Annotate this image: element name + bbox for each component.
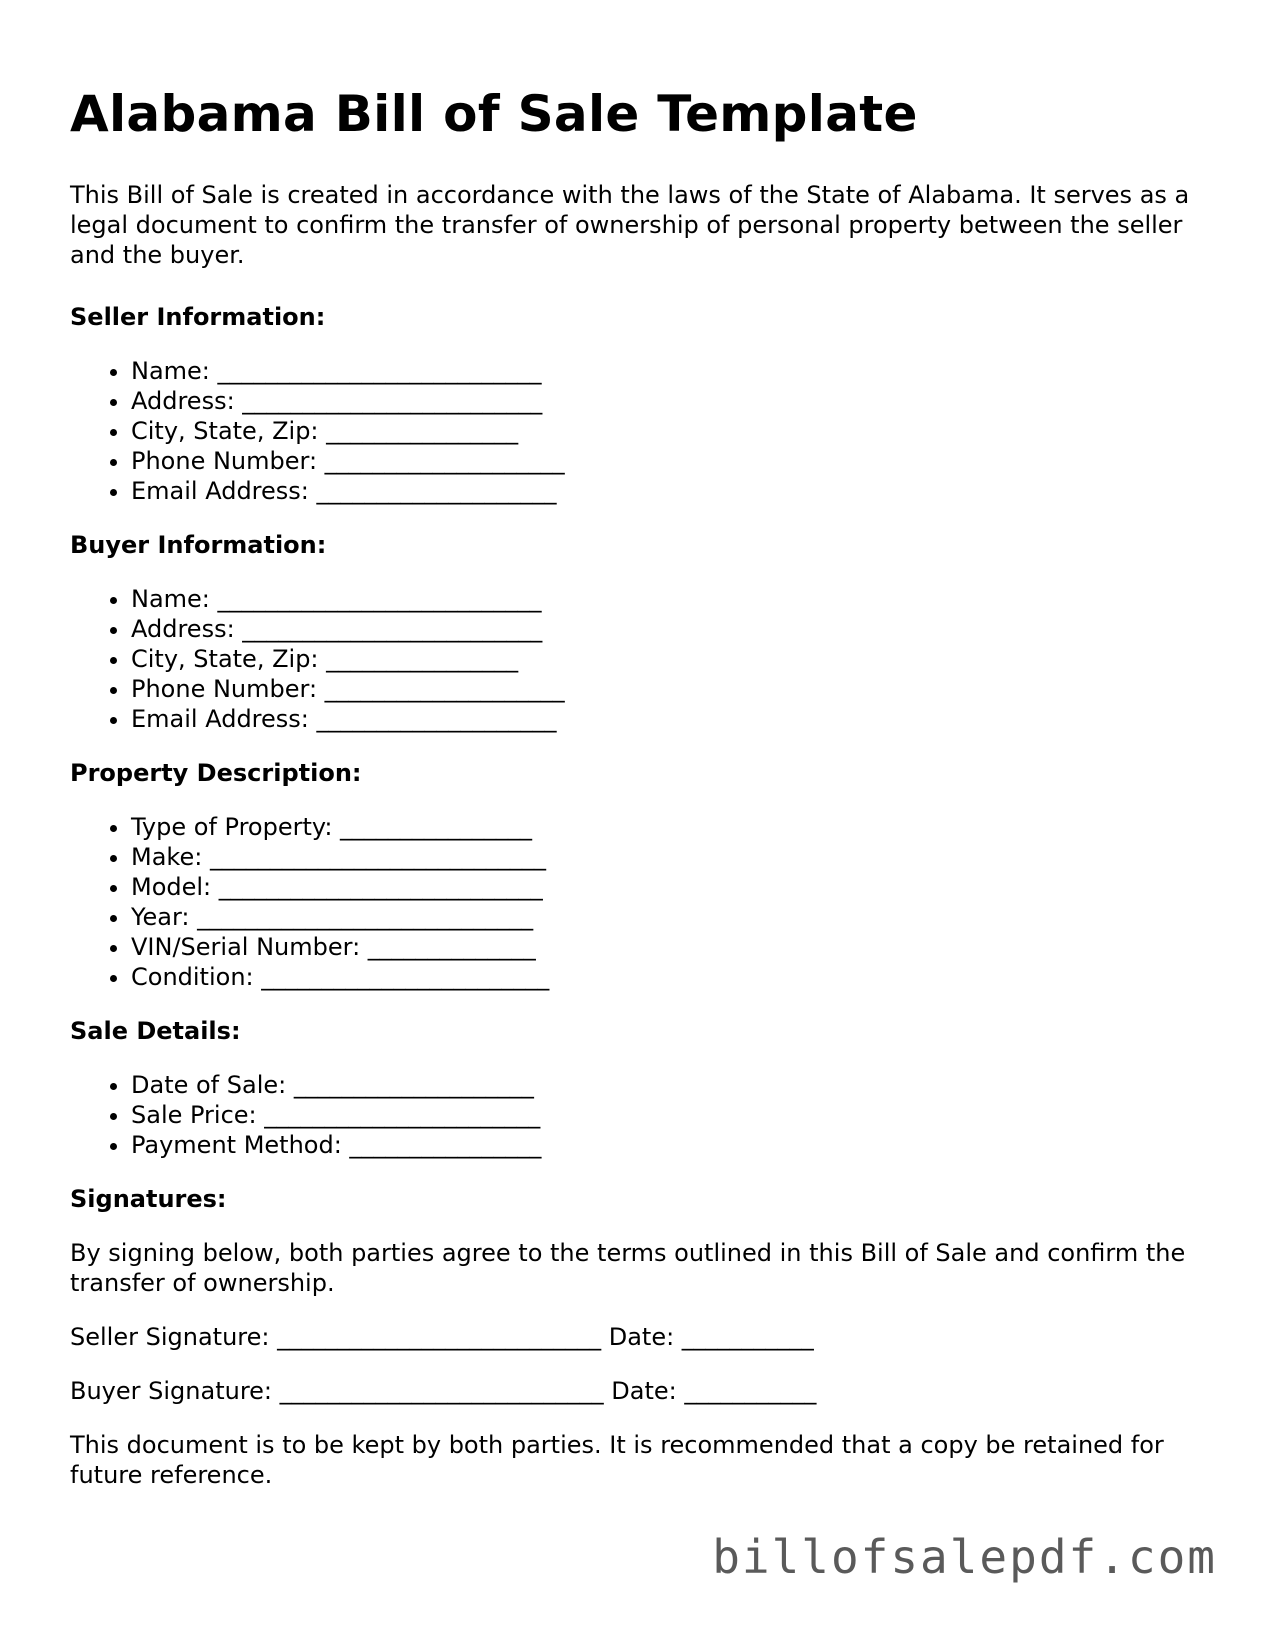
property-condition-field: • Condition: ________________________ <box>131 962 1220 992</box>
seller-name-field: • Name: ___________________________ <box>131 356 1220 386</box>
property-type-field: • Type of Property: ________________ <box>131 812 1220 842</box>
buyer-heading: Buyer Information: <box>70 531 327 559</box>
seller-phone-field: • Phone Number: ____________________ <box>131 446 1220 476</box>
property-heading: Property Description: <box>70 759 362 787</box>
buyer-city-state-zip-field: • City, State, Zip: ________________ <box>131 644 1220 674</box>
intro-paragraph: This Bill of Sale is created in accordance with the laws of the State of Alabama. It serves as a legal document to confirm the transfer of ownership of personal property between the seller and the buyer. <box>70 181 1190 269</box>
property-vin-field: • VIN/Serial Number: ______________ <box>131 932 1220 962</box>
closing-paragraph: This document is to be kept by both parties. It is recommended that a copy be retained for future reference. <box>70 1431 1164 1489</box>
seller-list <box>70 356 1220 506</box>
buyer-signature-line: Buyer Signature: ___________________________ Date: ___________ <box>70 1377 817 1405</box>
sale-date-field: • Date of Sale: ____________________ <box>131 1070 1220 1100</box>
payment-method-field: • Payment Method: ________________ <box>131 1130 1220 1160</box>
property-year-field: • Year: ____________________________ <box>131 902 1220 932</box>
document-title: Alabama Bill of Sale Template <box>70 85 918 143</box>
document-page <box>70 84 1220 1514</box>
property-make-field: • Make: ____________________________ <box>131 842 1220 872</box>
buyer-email-field: • Email Address: ____________________ <box>131 704 1220 734</box>
signatures-heading: Signatures: <box>70 1185 227 1213</box>
property-list <box>70 812 1220 992</box>
buyer-name-field: • Name: ___________________________ <box>131 584 1220 614</box>
seller-city-state-zip-field: • City, State, Zip: ________________ <box>131 416 1220 446</box>
sale-heading: Sale Details: <box>70 1017 241 1045</box>
buyer-address-field: • Address: _________________________ <box>131 614 1220 644</box>
buyer-list <box>70 584 1220 734</box>
seller-email-field: • Email Address: ____________________ <box>131 476 1220 506</box>
signatures-statement: By signing below, both parties agree to the terms outlined in this Bill of Sale and confirm the transfer of ownership. <box>70 1239 1186 1297</box>
sale-list <box>70 1070 1220 1160</box>
seller-signature-line: Seller Signature: ___________________________ Date: ___________ <box>70 1323 814 1351</box>
property-model-field: • Model: ___________________________ <box>131 872 1220 902</box>
seller-address-field: • Address: _________________________ <box>131 386 1220 416</box>
buyer-phone-field: • Phone Number: ____________________ <box>131 674 1220 704</box>
brand-watermark: billofsalepdf.com <box>712 1530 1217 1584</box>
seller-heading: Seller Information: <box>70 303 326 331</box>
sale-price-field: • Sale Price: _______________________ <box>131 1100 1220 1130</box>
